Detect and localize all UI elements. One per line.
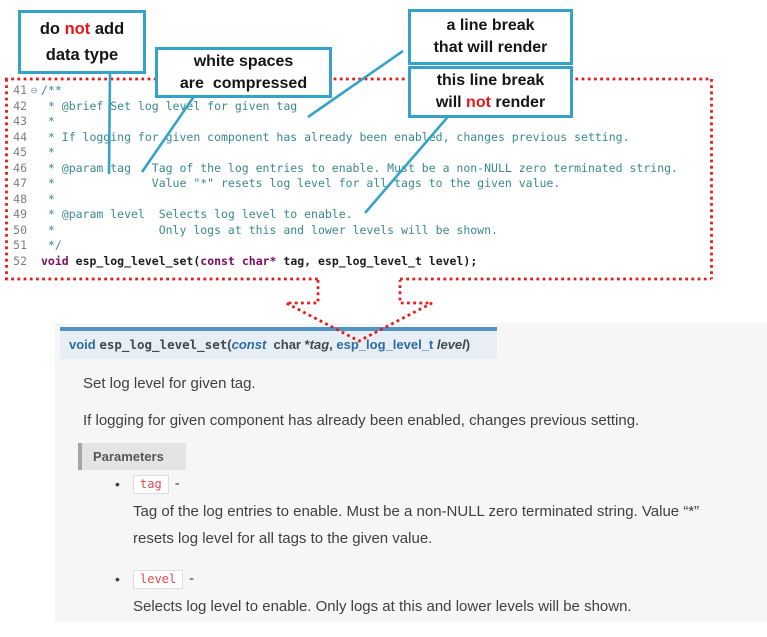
signature-token: level <box>436 337 466 352</box>
fold-collapse-icon[interactable]: ⊖ <box>30 84 38 97</box>
param-name-chip: tag <box>133 475 169 494</box>
callout-white-spaces-compressed <box>155 47 332 98</box>
rendered-doc-panel <box>55 323 767 622</box>
line-number: 51 <box>13 238 27 252</box>
code-line-49: 49 * @param level Selects log level to enable. <box>5 207 713 223</box>
callout-text-line: do not add <box>39 20 125 38</box>
code-line-43: 43 * <box>5 114 713 130</box>
code-line-44: 44 * If logging for given component has already been enabled, changes previous setting. <box>5 130 713 146</box>
line-number: 46 <box>13 160 27 175</box>
code-editor[interactable] <box>5 78 713 280</box>
code-line-41: 41 ⊖ /** <box>5 83 713 99</box>
function-signature <box>60 327 497 359</box>
param-description: Tag of the log entries to enable. Must be a non-NULL zero terminated string. Value “*” resets log level for all tags to the given value. <box>133 503 700 547</box>
bullet-icon: • <box>115 476 120 492</box>
code-line-45: 45 * <box>5 145 713 161</box>
signature-token: , <box>329 337 337 352</box>
code-line-48: 48 * <box>5 192 713 208</box>
callout-text-line: data type <box>45 46 119 64</box>
signature-token: void <box>69 337 100 352</box>
param-separator: - <box>189 570 195 587</box>
callout-text-line: a line break <box>446 17 535 34</box>
callout-text-line: white spaces <box>193 52 294 70</box>
code-line-47: 47 * Value "*" resets log level for all tags to the given value. <box>5 176 713 192</box>
line-number: 49 <box>13 207 27 221</box>
line-number: 48 <box>13 191 27 206</box>
parameters-list <box>115 475 727 637</box>
brief-description: Set log level for given tag. <box>83 375 256 392</box>
callout-line-break-will-not-render <box>408 66 573 118</box>
param-name-chip: level <box>133 570 183 589</box>
line-number: 52 <box>13 253 27 268</box>
signature-token <box>266 337 273 352</box>
callout-do-not-add-data-type <box>18 10 146 74</box>
signature-token: esp_log_level_set <box>99 337 228 352</box>
signature-token: ( <box>227 337 232 352</box>
param-item-level <box>115 570 727 620</box>
callout-text-line: will not render <box>435 94 546 111</box>
line-number: 42 <box>13 98 27 113</box>
param-item-tag <box>115 475 727 552</box>
line-number: 41 <box>13 83 27 97</box>
signature-token: char <box>273 337 301 352</box>
line-number: 45 <box>13 145 27 159</box>
parameters-heading: Parameters <box>78 443 186 470</box>
code-line-50: 50 * Only logs at this and lower levels will be shown. <box>5 223 713 239</box>
code-line-42: 42 * @brief Set log level for given tag <box>5 99 713 115</box>
callout-text-line: are compressed <box>179 74 308 92</box>
code-line-51: 51 */ <box>5 238 713 254</box>
callout-line-break-will-render <box>408 9 573 65</box>
callout-text-line: this line break <box>436 72 545 89</box>
param-separator: - <box>174 475 180 492</box>
line-number: 50 <box>13 222 27 237</box>
line-number: 43 <box>13 114 27 128</box>
bullet-icon: • <box>115 571 120 587</box>
callout-text-line: that will render <box>433 39 548 56</box>
code-line-46: 46 * @param tag Tag of the log entries to enable. Must be a non-NULL zero terminated string. <box>5 161 713 177</box>
signature-token: ) <box>465 337 471 352</box>
code-line-52: 52 void esp_log_level_set(const char* tag, esp_log_level_t level); <box>5 254 713 270</box>
detailed-description: If logging for given component has already been enabled, changes previous setting. <box>83 412 640 429</box>
signature-token: * <box>301 337 310 352</box>
line-number: 44 <box>13 129 27 144</box>
signature-token: tag <box>309 337 330 352</box>
param-description: Selects log level to enable. Only logs at this and lower levels will be shown. <box>133 598 632 615</box>
type-link-esp-log-level-t[interactable]: esp_log_level_t <box>336 337 434 352</box>
line-number: 47 <box>13 176 27 190</box>
signature-token: const <box>231 337 267 352</box>
